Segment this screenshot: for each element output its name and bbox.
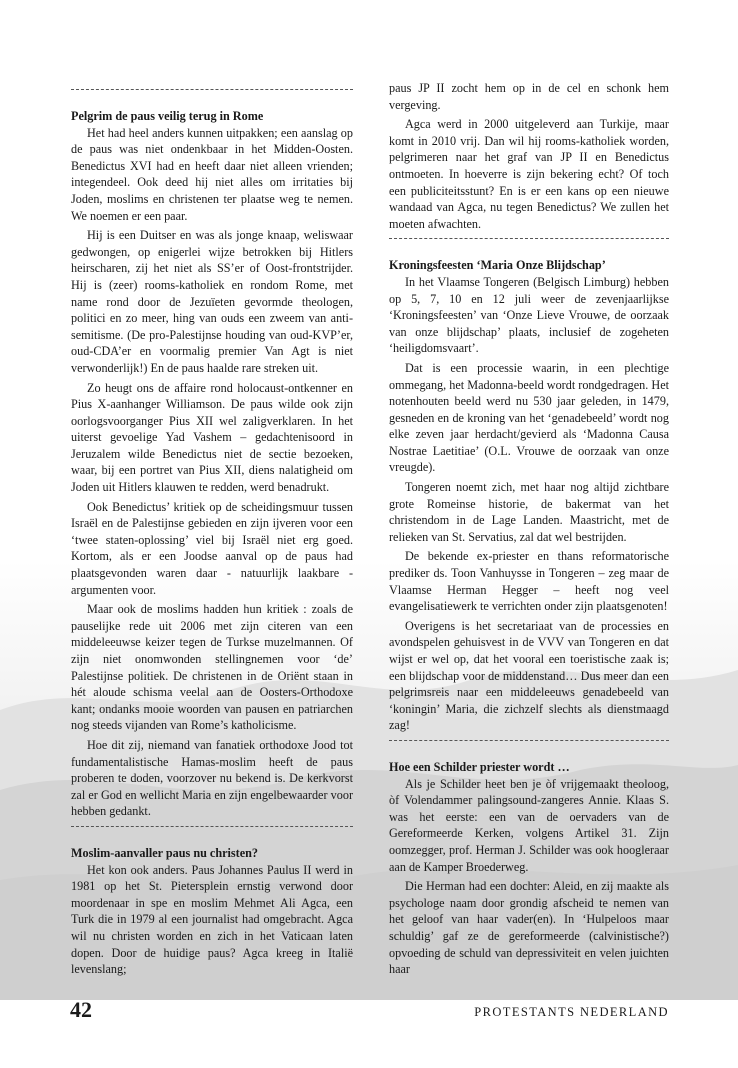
article-paragraph: Als je Schilder heet ben je òf vrijgemaakt theoloog, òf Volendammer palingsound-zangeres Annie. Klaas S. was het eerste: een van de oervaders van de Gereformeerde Kerken, volgens Artikel 31. Zijn oomzegger, prof. Herman J. Schilder was ook hoogleraar aan de Kamper Broederweg. [389, 776, 669, 874]
article-paragraph: Hij is een Duitser en was als jonge knaap, weliswaar gedwongen, op enigerlei wijze betrokken bij Hitlers heirscharen, zij het niet als SS’er of Oost-frontstrijder. Hij is (zeer) rooms-katholiek en rondom Rome, met name rond door de Jezuïeten gevormde theologen, politici en zo meer, hing van ouds een zweem van anti-semitisme. (De pro-Palestijnse houding van oud-KVP’er, oud-CDA’er en voormalig premier Van Agt is niet verwonderlijk!) En de paus haalde rare streken uit. [71, 228, 353, 375]
article-heading-kroningsfeesten: Kroningsfeesten ‘Maria Onze Blijdschap’ [389, 258, 606, 273]
article-paragraph: Ook Benedictus’ kritiek op de scheidingsmuur tussen Israël en de Palestijnse gebieden en zijn ijveren voor een ‘twee staten-oplossing’ viel bij Israël niet erg goed. Kortom, als er een Joodse aanval op de paus had plaatsgevonden waren daar - natuurlijk laakbare - argumenten voor. [71, 499, 353, 597]
article-paragraph: Overigens is het secretariaat van de processies en avondspelen gehuisvest in de VVV van Tongeren en dat wijst er wel op, dat het vooral een toeristische zaak is; een blijdschap voor de middenstand… Dus meer dan een pelgrimsreis naar een middeleeuws genadebeeld van ‘koningin’ Maria, die zichzelf slechts als dienstmaagd zag! [389, 618, 669, 733]
article-paragraph: Hoe dit zij, niemand van fanatiek orthodoxe Jood tot fundamentalistische Hamas-moslim heeft de paus proberen te doden, voorzover nu bekend is. De kerkvorst zal er God en wellicht Maria en zijn engelbewaarder voor hebben gedankt. [71, 737, 353, 819]
article-paragraph: Tongeren noemt zich, met haar nog altijd zichtbare grote Romeinse historie, de bakermat van het christendom in de Lage Landen. Maastricht, met de relieken van St. Servatius, zal dat wel bestrijden. [389, 480, 669, 544]
article-paragraph: Agca werd in 2000 uitgeleverd aan Turkije, maar komt in 2010 vrij. Dan wil hij rooms-katholiek worden, pelgrimeren naar het graf van JP II en Benedictus ontmoeten. In hoeverre is zijn bekering echt? Of toch een publiciteitsstunt? En is er een kans op een nieuwe wandaad van Agca, nu tegen Benedictus? We zullen het moeten afwachten. [389, 117, 669, 231]
page-number: 42 [70, 997, 92, 1022]
article-paragraph: paus JP II zocht hem op in de cel en schonk hem vergeving. [389, 81, 669, 112]
section-divider [71, 89, 353, 90]
article-paragraph: Die Herman had een dochter: Aleid, en zij maakte als psychologe naam door grondig afscheid te nemen van het geloof van haar vader(en). In ‘Hulpeloos maar schuldig’ gaf ze de gereformeerde (calvinistische?) opvoeding de schuld van depressiviteit en velen juichten haar [389, 879, 669, 977]
section-divider [389, 740, 669, 741]
article-paragraph: In het Vlaamse Tongeren (Belgisch Limburg) hebben op 5, 7, 10 en 12 juli weer de zevenjaarlijkse ‘Kroningsfeesten’ van ‘Onze Lieve Vrouwe, de oorzaak van onze blijdschap’ plaats, inclusief de zogeheten ‘heiligdomsvaart’. [389, 274, 669, 356]
article-heading-pelgrim: Pelgrim de paus veilig terug in Rome [71, 109, 264, 123]
article-paragraph: Dat is een processie waarin, in een plechtige ommegang, het Madonna-beeld wordt rondgedragen. Het notenhouten beeld werd nu 530 jaar geleden, in 1479, gesneden en de kroning van het ‘genadebeeld’ wordt nog elke zeven jaar herdacht/gevierd als ‘Madonna Causa Nostrae Laetitiae’ (O.L. Vrouwe de oorzaak van onze vreugde). [389, 360, 669, 475]
article-paragraph: Het kon ook anders. Paus Johannes Paulus II werd in 1981 op het St. Pietersplein ernstig verwond door moordenaar in spe en moslim Mehmet Ali Agca, een Turk die in 1979 al een journalist had omgebracht. Agca wil nu christen worden en zich in het Vaticaan laten dopen. Door de huidige paus? Agca kreeg in Italië levenslang; [71, 862, 353, 977]
left-column [71, 80, 353, 981]
article-paragraph: Maar ook de moslims hadden hun kritiek : zoals de pauselijke rede uit 2006 met zijn citeren van een middeleeuwse keizer tegen de Turkse muzelmannen. Of zijn niet onomwonden stellingnemen voor ‘de’ Palestijnse politiek. De christenen in de Oriënt staan in hét aloude schisma veelal aan de Oosters-Orthodoxe kant; ondanks mooie woorden van pausen en patriarchen nog steeds vijanden van Rome’s katholicisme. [71, 602, 353, 733]
section-divider [389, 238, 669, 239]
article-paragraph: Zo heugt ons de affaire rond holocaust-ontkenner en Pius X-aanhanger Williamson. De paus wilde ook zijn oorlogsvoorganger Pius XII wel zaligverklaren. In het uiterst gevoelige Yad Vashem – gedachtenisoord in Jeruzalem wilde Benedictus niet de sectie bezoeken, waar, bij een portret van Pius XII, diens nalatigheid om Joden uit Hitlers klauwen te redden, werd benadrukt. [71, 380, 353, 495]
publication-title: PROTESTANTS NEDERLAND [474, 1005, 669, 1019]
article-heading-schilder: Hoe een Schilder priester wordt … [389, 759, 570, 774]
article-heading-moslim-aanvaller: Moslim-aanvaller paus nu christen? [71, 845, 259, 860]
article-paragraph: Het had heel anders kunnen uitpakken; een aanslag op de paus was niet ondenkbaar in het Midden-Oosten. Benedictus XVI had en heeft daar niet alleen vrienden; integendeel. Ook deed hij niet alles om irritaties bij Joden, moslims en christenen ter plaatse weg te nemen. We noemen er een paar. [71, 125, 353, 223]
article-paragraph: De bekende ex-priester en thans reformatorische prediker ds. Toon Vanhuysse in Tongeren – zeg maar de Vlaamse Herman Hegger – heeft nog veel evangelisatiewerk te verrichten onder zijn plaatsgenoten! [389, 549, 669, 614]
section-divider [71, 826, 353, 827]
right-column [389, 80, 669, 981]
